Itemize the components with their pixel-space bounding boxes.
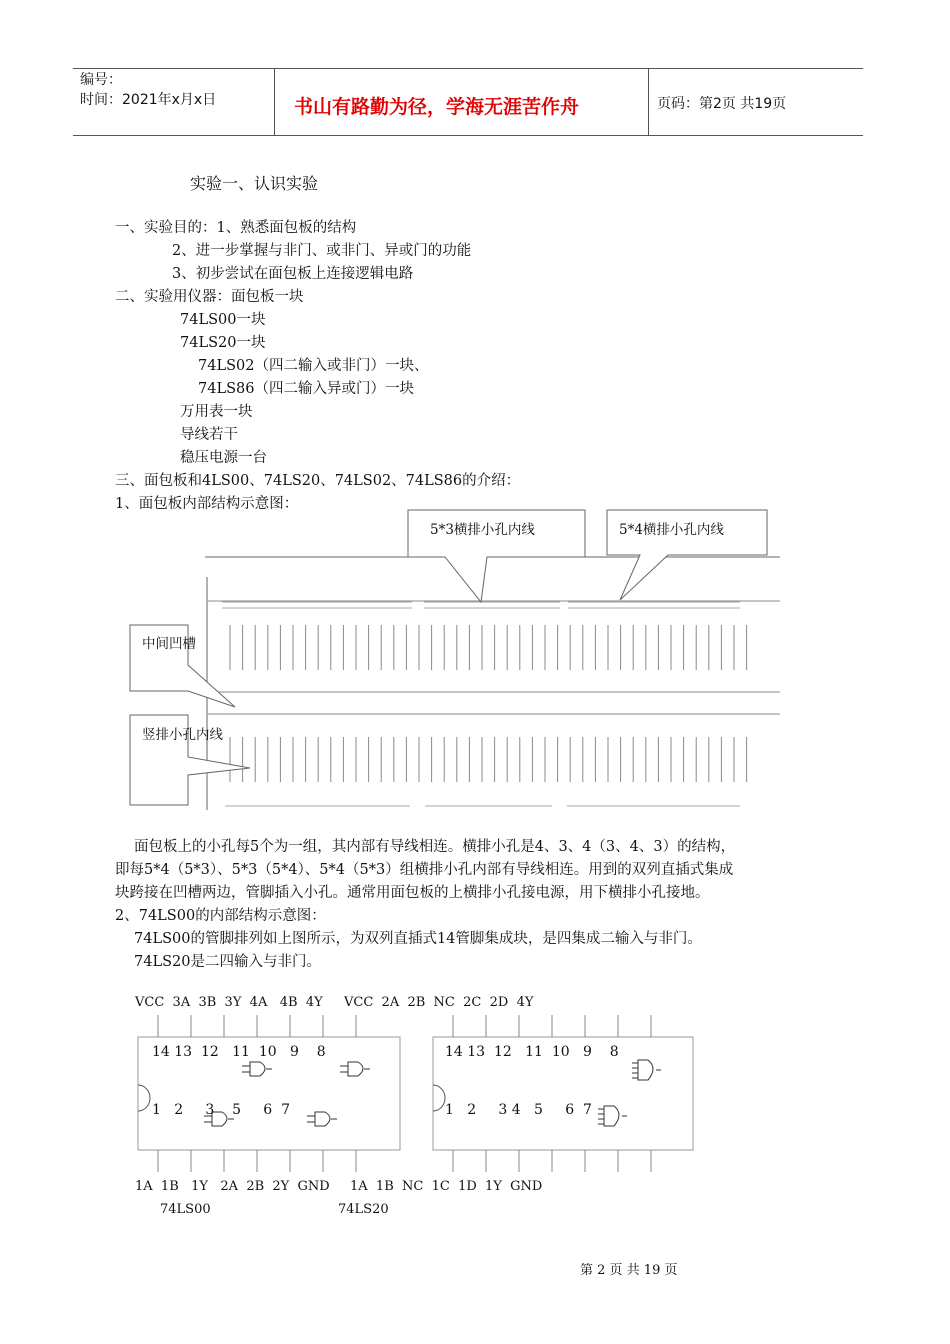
- chip-74ls20-name: 74LS20: [338, 1202, 389, 1217]
- header-time: 时间：2021年x月x日: [80, 92, 217, 108]
- chip-74ls20-pins: [453, 1015, 651, 1172]
- nand-gate-icon: [340, 1062, 370, 1076]
- vertical-strips-upper: [230, 625, 747, 670]
- paragraph-breadboard-2: 即每5*4（5*3）、5*3（5*4）、5*4（5*3）组横排小孔内部有导线相连。用到的双列直插式集成: [115, 862, 734, 878]
- chip-74ls00-bottom-pins: 1A 1B 1Y 2A 2B 2Y GND: [135, 1179, 330, 1194]
- chip-74ls20-bottom-pins: 1A 1B NC 1C 1D 1Y GND: [350, 1179, 543, 1194]
- chip-74ls00-bottom-nums: 1 2 3 5 6 7: [152, 1102, 290, 1118]
- chip-74ls00-top-pins: VCC 3A 3B 3Y 4A 4B 4Y: [135, 995, 323, 1010]
- chip-74ls00-name: 74LS00: [160, 1202, 211, 1217]
- footer-page: 第 2 页 共 19 页: [580, 1263, 678, 1278]
- callout-53-label: 5*3横排小孔内线: [430, 522, 535, 538]
- header-top-rule: [73, 68, 863, 69]
- callout-vertical-label: 竖排小孔内线: [142, 727, 223, 743]
- chip-74ls00-notch: [138, 1085, 150, 1111]
- doc-line: 2、进一步掌握与非门、或非门、异或门的功能: [172, 243, 472, 259]
- callout-54-label: 5*4横排小孔内线: [619, 522, 724, 538]
- header-divider-right: [648, 68, 649, 136]
- nand4-gate-icon: [598, 1106, 627, 1126]
- header-page-code: 页码：第2页 共19页: [657, 96, 787, 112]
- header-bottom-rule: [73, 135, 863, 136]
- doc-line: 74LS86（四二输入异或门）一块: [198, 381, 414, 397]
- nand-gate-icon: [307, 1112, 337, 1126]
- doc-line: 3、初步尝试在面包板上连接逻辑电路: [172, 266, 414, 282]
- doc-line: 二、实验用仪器：面包板一块: [115, 289, 304, 305]
- paragraph-74ls20: 74LS20是二四输入与非门。: [134, 954, 321, 970]
- nand-gate-icon: [242, 1062, 272, 1076]
- paragraph-breadboard-3: 块跨接在凹槽两边，管脚插入小孔。通常用面包板的上横排小孔接电源，用下横排小孔接地。: [115, 885, 710, 901]
- vertical-strips-lower: [230, 737, 747, 782]
- doc-line: 导线若干: [180, 427, 238, 443]
- section-74ls00: 2、74LS00的内部结构示意图：: [115, 908, 326, 924]
- breadboard-diagram: [120, 505, 790, 825]
- callout-groove-label: 中间凹槽: [142, 636, 196, 652]
- doc-line: 74LS00一块: [180, 312, 266, 328]
- chip-74ls20-top-nums: 14 13 12 11 10 9 8: [445, 1044, 619, 1060]
- header-number: 编号：: [80, 72, 122, 88]
- header-slogan: 书山有路勤为径，学海无涯苦作舟: [294, 96, 580, 118]
- doc-title: 实验一、认识实验: [190, 174, 319, 193]
- chip-diagram-area: [120, 1010, 720, 1175]
- doc-line: 74LS02（四二输入或非门）一块、: [198, 358, 429, 374]
- paragraph-74ls00: 74LS00的管脚排列如上图所示，为双列直插式14管脚集成块，是四集成二输入与非门。: [134, 931, 702, 947]
- nand4-gate-icon: [632, 1060, 661, 1080]
- chip-74ls20-notch: [433, 1085, 445, 1111]
- chip-74ls00-top-nums: 14 13 12 11 10 9 8: [152, 1044, 326, 1060]
- paragraph-breadboard-1: 面包板上的小孔每5个为一组，其内部有导线相连。横排小孔是4、3、4（3、4、3）的结构，: [134, 839, 736, 855]
- chip-74ls20-top-pins: VCC 2A 2B NC 2C 2D 4Y: [344, 995, 534, 1010]
- doc-line: 74LS20一块: [180, 335, 266, 351]
- doc-line: 一、实验目的：1、熟悉面包板的结构: [115, 220, 357, 236]
- chip-74ls20-bottom-nums: 1 2 3 4 5 6 7: [445, 1102, 592, 1118]
- doc-line: 万用表一块: [180, 404, 253, 420]
- doc-line: 1、面包板内部结构示意图：: [115, 496, 299, 512]
- header-divider-left: [274, 68, 275, 136]
- doc-line: 三、面包板和4LS00、74LS20、74LS02、74LS86的介绍：: [115, 473, 521, 489]
- chip-74ls00-pins: [158, 1015, 356, 1172]
- doc-line: 稳压电源一台: [180, 450, 267, 466]
